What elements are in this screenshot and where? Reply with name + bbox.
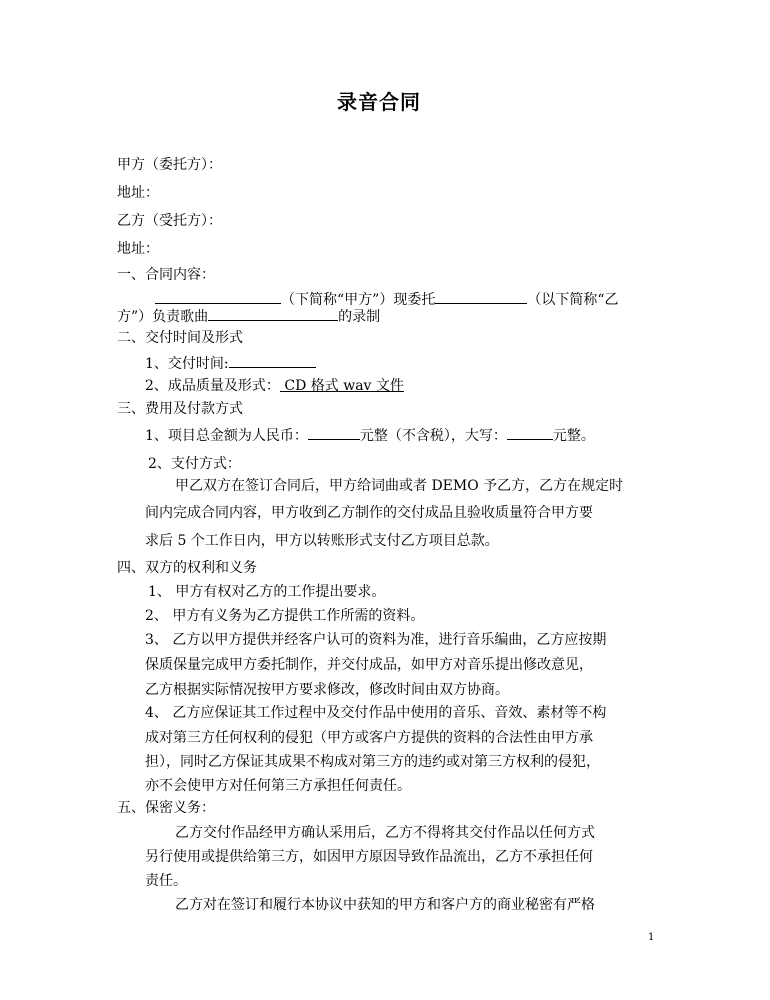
rights-item-4-line: 4、 乙方应保证其工作过程中及交付作品中使用的音乐、音效、素材等不构 (145, 705, 607, 721)
amount-text-middle: 元整（不含税），大写： (359, 428, 507, 444)
party-a-label: 甲方（委托方）： (117, 157, 222, 173)
delivery-format-line (145, 376, 404, 396)
client-name-blank (155, 288, 281, 304)
section-2-heading: 二、交付时间及形式 (117, 330, 243, 346)
delivery-format-value: CD 格式 wav 文件 (279, 378, 404, 394)
contract-content-text-2b: 的录制 (338, 309, 381, 325)
confidentiality-para-line: 另行使用或提供给第三方，如因甲方原因导致作品流出，乙方不承担任何 (145, 849, 593, 865)
contract-content-line-2 (117, 305, 380, 327)
rights-item-4-line: 成对第三方任何权利的侵犯（甲方或客户方提供的资料的合法性由甲方承 (145, 730, 593, 746)
amount-words-blank (507, 424, 553, 440)
rights-item-3-line: 3、 乙方以甲方提供并经客户认可的资料为准，进行音乐编曲，乙方应按期 (145, 632, 607, 648)
rights-item-4-line: 担），同时乙方保证其成果不构成对第三方的违约或对第三方权利的侵犯， (145, 754, 600, 770)
payment-para-line: 求后 5 个工作日内，甲方以转账形式支付乙方项目总款。 (145, 533, 499, 549)
rights-item-4-line: 亦不会使甲方对任何第三方承担任何责任。 (145, 778, 411, 794)
party-a-address-label: 地址： (117, 185, 159, 201)
section-1-heading: 一、合同内容： (117, 267, 215, 283)
payment-para-line: 甲乙双方在签订合同后，甲方给词曲或者 DEMO 予乙方，乙方在规定时 (175, 478, 624, 494)
confidentiality-para-2-line: 乙方对在签订和履行本协议中获知的甲方和客户方的商业秘密有严格 (175, 897, 595, 913)
amount-text-end: 元整。 (552, 428, 595, 444)
party-b-address-label: 地址： (117, 241, 159, 257)
delivery-time-blank (229, 352, 316, 368)
contract-content-text-1b: （以下简称“乙 (527, 292, 619, 308)
document-title: 录音合同 (337, 90, 421, 114)
payment-method-label: 2、支付方式： (148, 456, 241, 472)
amount-number-blank (308, 424, 360, 440)
rights-item-3-line: 乙方根据实际情况按甲方要求修改，修改时间由双方协商。 (145, 682, 509, 698)
contract-content-text-1a: （下简称“甲方”）现委托 (281, 292, 436, 308)
section-4-heading: 四、双方的权利和义务 (117, 560, 257, 576)
page-number: 1 (648, 932, 655, 943)
payment-para-line: 间内完成合同内容，甲方收到乙方制作的交付成品且验收质量符合甲方要 (145, 505, 593, 521)
rights-item-1: 1、 甲方有权对乙方的工作提出要求。 (148, 584, 386, 600)
delivery-time-line (145, 352, 316, 374)
rights-item-2: 2、 甲方有义务为乙方提供工作所需的资料。 (145, 608, 425, 624)
confidentiality-para-line: 责任。 (145, 873, 187, 889)
contract-content-text-2a: 方”）负责歌曲 (117, 309, 209, 325)
amount-label: 1、项目总金额为人民币： (145, 428, 308, 444)
payment-amount-line (145, 424, 595, 446)
delivery-format-label: 2、成品质量及形式： (145, 378, 280, 394)
confidentiality-para-line: 乙方交付作品经甲方确认采用后，乙方不得将其交付作品以任何方式 (175, 825, 595, 841)
song-name-blank (208, 305, 338, 321)
party-b-label: 乙方（受托方）： (117, 213, 222, 229)
section-5-heading: 五、保密义务： (117, 800, 215, 816)
contractor-name-blank (435, 288, 527, 304)
section-3-heading: 三、费用及付款方式 (117, 401, 243, 417)
delivery-time-label: 1、交付时间: (145, 356, 229, 372)
rights-item-3-line: 保质保量完成甲方委托制作，并交付成品，如甲方对音乐提出修改意见， (145, 657, 593, 673)
